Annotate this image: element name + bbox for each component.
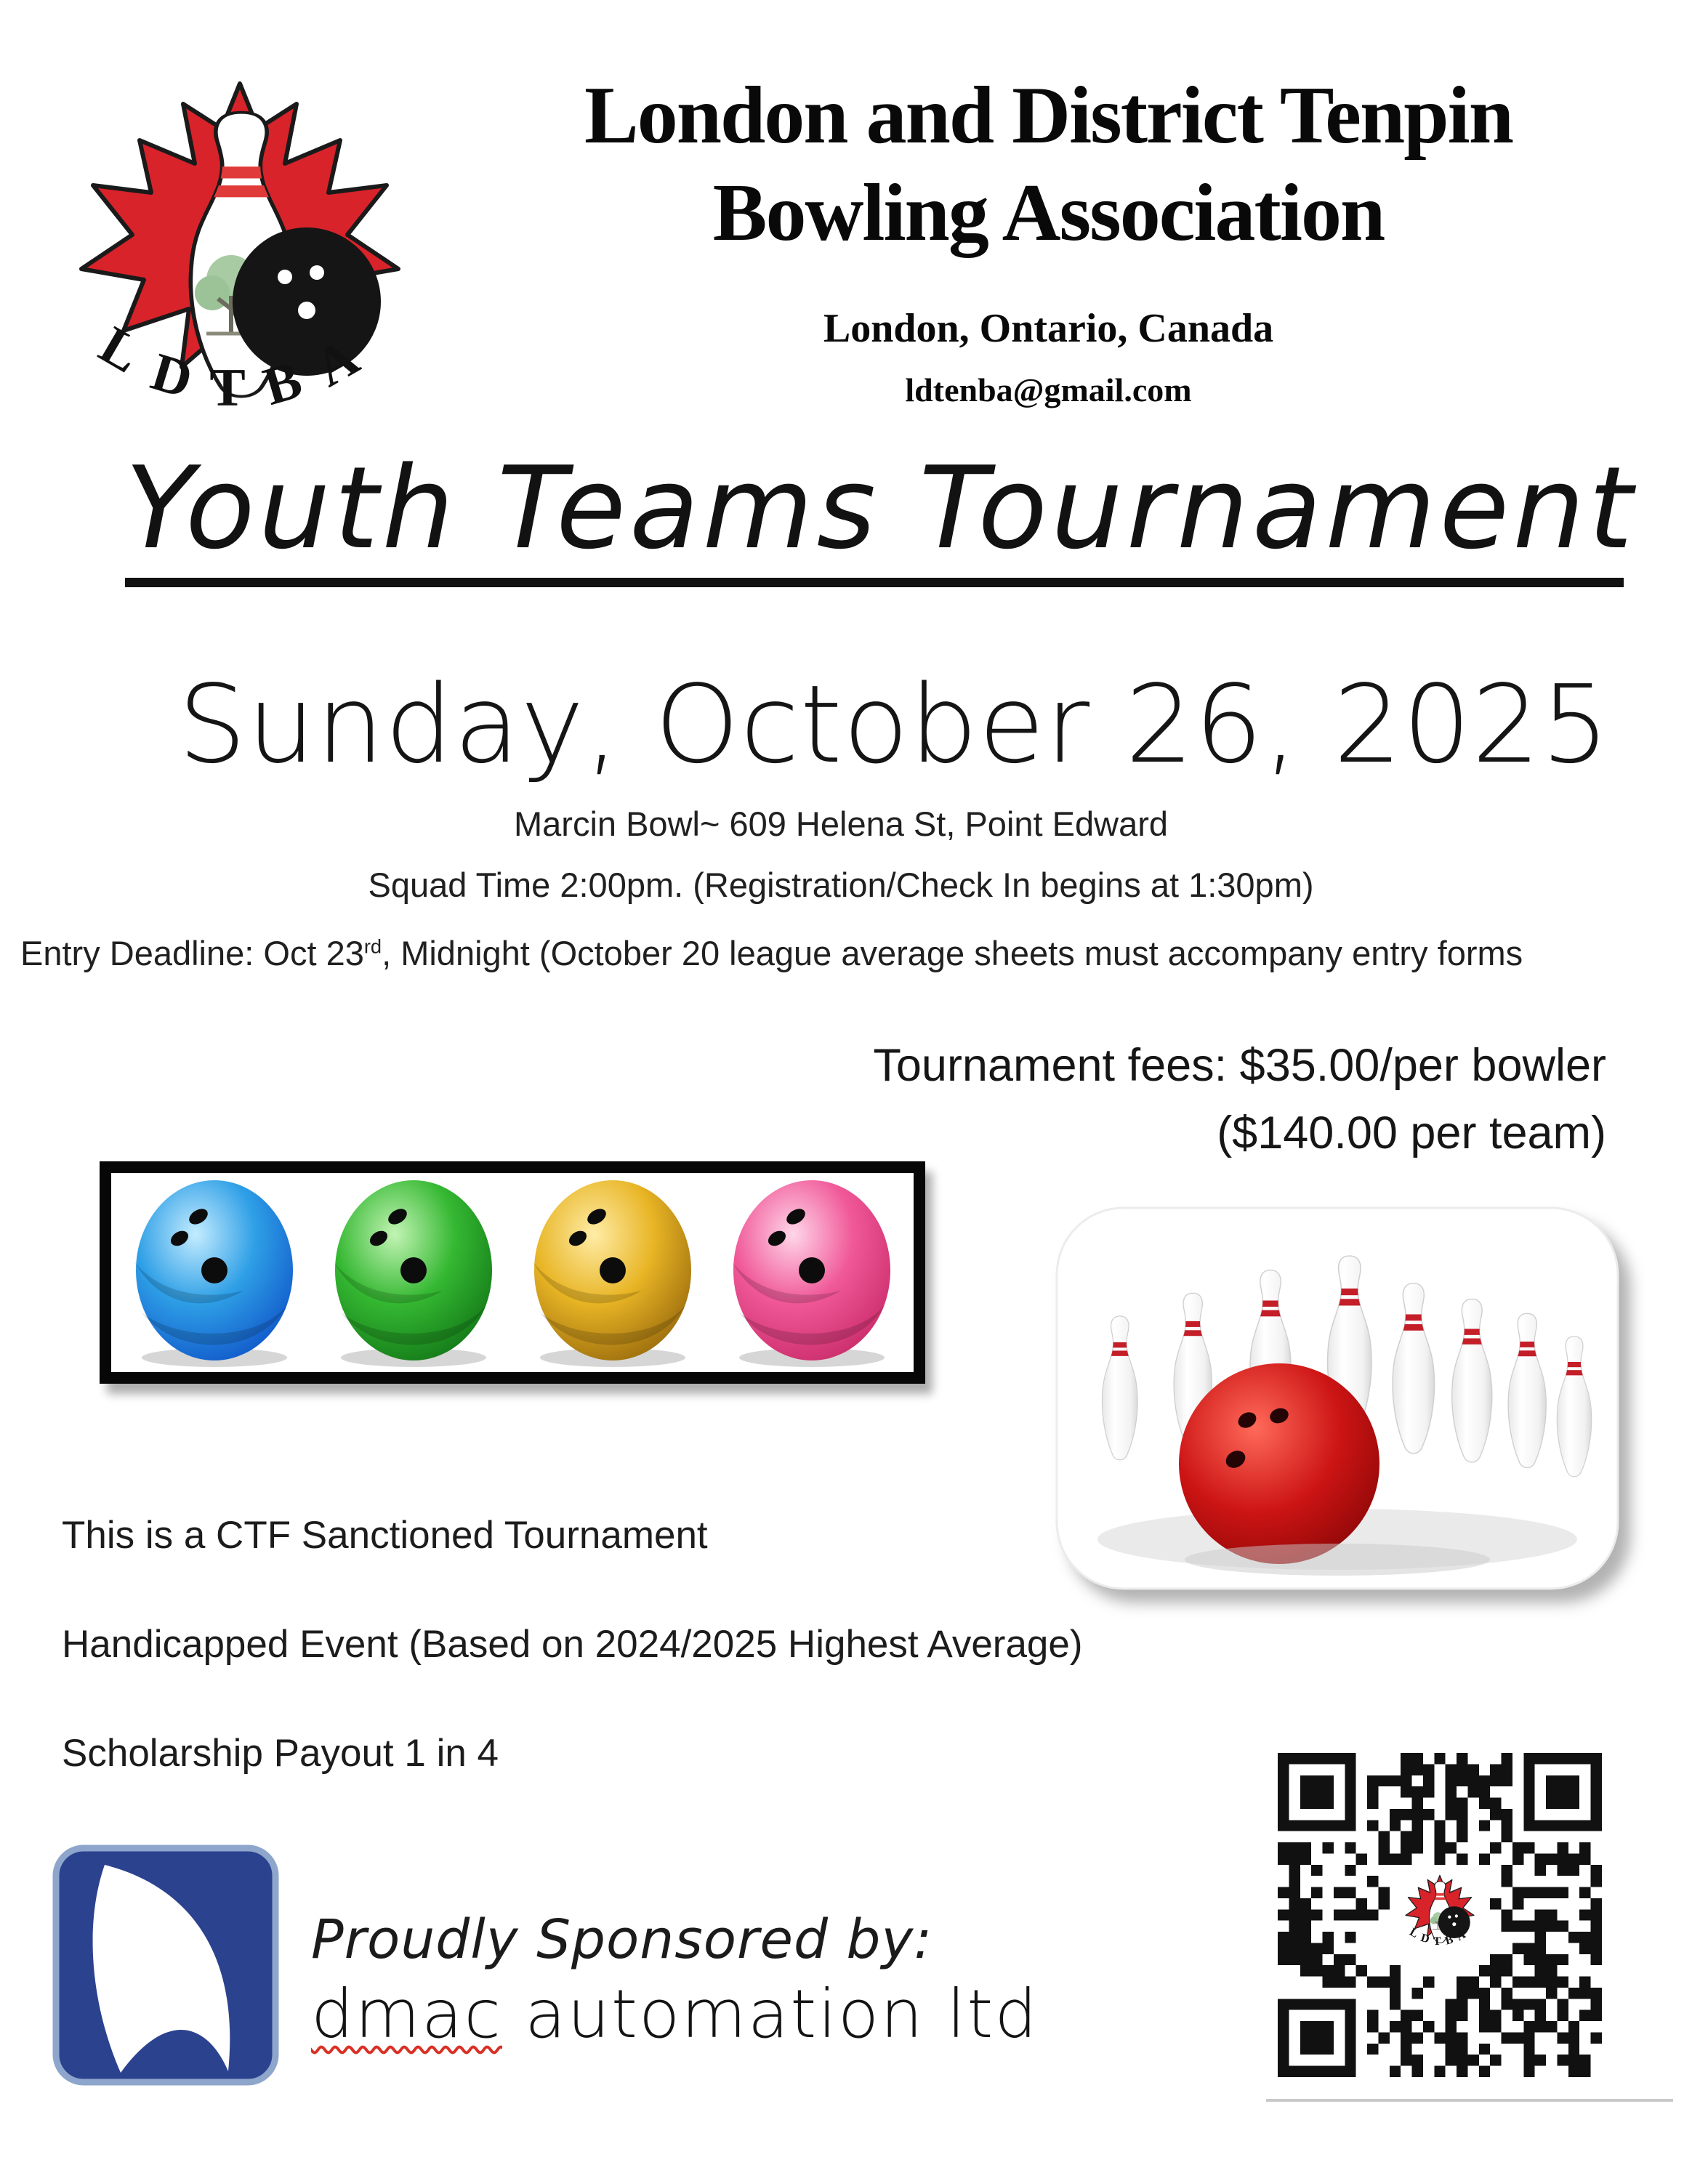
maple-leaf-pin-ball-icon — [51, 62, 429, 440]
entry-deadline-line — [20, 933, 1699, 973]
ldtba-logo — [51, 62, 429, 440]
green-ball-icon — [334, 1180, 492, 1367]
deadline-rest: , Midnight (October 20 league average sheets must accompany entry forms — [382, 934, 1523, 972]
qr-ldtba-icon — [1399, 1871, 1481, 1952]
ten-pins-red-ball-icon — [1052, 1204, 1622, 1593]
tournament-fees — [873, 1032, 1606, 1167]
qr-center-logo — [1396, 1868, 1483, 1955]
deadline-prefix: Entry Deadline: Oct 23 — [20, 934, 364, 972]
fees-line1: Tournament fees: $35.00/per bowler — [873, 1040, 1606, 1091]
event-date: Sunday, October 26, 2025 — [178, 662, 1611, 787]
org-title-line2: Bowling Association — [712, 168, 1385, 259]
pink-ball-icon — [732, 1180, 890, 1367]
note-handicapped-event: Handicapped Event (Based on 2024/2025 Highest Average) — [62, 1623, 1083, 1666]
org-title — [451, 67, 1646, 262]
sponsor-intro: Proudly Sponsored by: — [311, 1908, 933, 1971]
note-ctf-sanctioned: This is a CTF Sanctioned Tournament — [62, 1514, 708, 1557]
sponsor-name-dmac: dmac — [311, 1975, 502, 2053]
dmac-logo — [52, 1844, 279, 2089]
event-title: Youth Teams Tournament — [125, 445, 1624, 587]
org-location: London, Ontario, Canada — [823, 306, 1274, 351]
qr-code — [1278, 1753, 1602, 2077]
gold-ball-icon — [533, 1180, 691, 1367]
fees-line2: ($140.00 per team) — [1217, 1108, 1606, 1159]
note-scholarship-payout: Scholarship Payout 1 in 4 — [62, 1732, 499, 1775]
pins-and-ball-image — [1052, 1204, 1622, 1597]
squad-time-line: Squad Time 2:00pm. (Registration/Check In begins at 1:30pm) — [368, 866, 1314, 904]
dmac-swoosh-icon — [52, 1844, 279, 2086]
blue-ball-icon — [134, 1180, 293, 1367]
sponsor-name — [311, 1975, 1039, 2053]
deadline-ordinal: rd — [363, 935, 382, 958]
bowling-balls-image — [100, 1161, 925, 1384]
org-title-line1: London and District Tenpin — [584, 70, 1512, 161]
org-email: ldtenba@gmail.com — [905, 371, 1192, 408]
venue-line: Marcin Bowl~ 609 Helena St, Point Edward — [514, 805, 1168, 843]
four-bowling-balls-icon — [113, 1174, 912, 1371]
sponsor-name-rest: automation ltd — [501, 1975, 1039, 2053]
qr-underline-rule — [1266, 2099, 1673, 2102]
